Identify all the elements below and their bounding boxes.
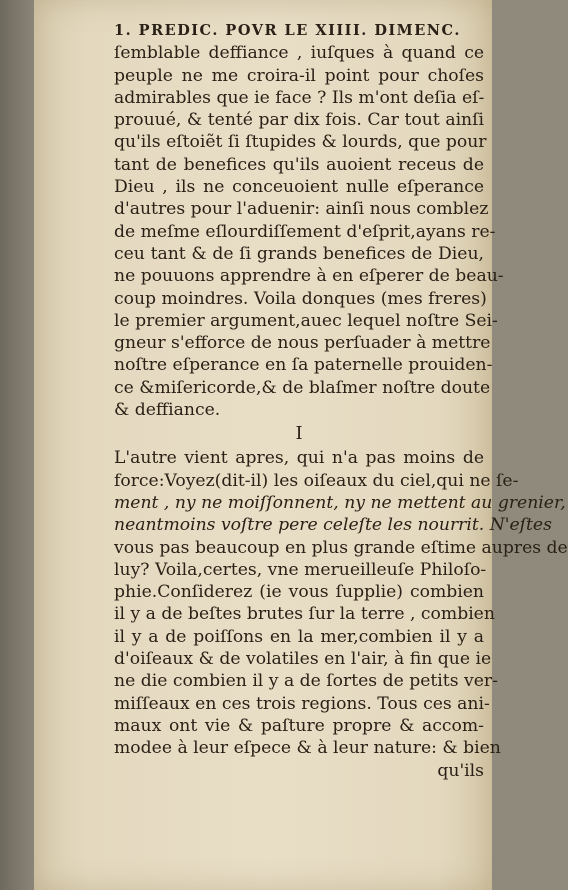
text-line: neantmoins voſtre pere celeſte les nourrit. N'eſtes (114, 515, 552, 536)
running-header (114, 20, 484, 42)
text-line: ne die combien il y a de ſortes de petits ver- (114, 671, 498, 692)
page-text-block (114, 20, 568, 782)
paragraph-2 (114, 447, 568, 759)
text-line: peuple ne me croira-il point pour choſes (114, 65, 484, 86)
running-header-text: 1. PREDIC. POVR LE XIIII. DIMENC. (114, 22, 461, 39)
text-line: phie.Conſiderez (ie vous ſupplie) combien (114, 582, 484, 603)
text-line: il y a de beſtes brutes ſur la terre , combien (114, 604, 495, 625)
text-line: d'autres pour l'aduenir: ainſi nous comblez (114, 199, 489, 220)
text-line: admirables que ie face ? Ils m'ont deſia eſ- (114, 87, 485, 108)
text-line: luy? Voila,certes, vne merueilleuſe Philoſo- (114, 559, 487, 580)
text-line: miſſeaux en ces trois regions. Tous ces ani- (114, 693, 490, 714)
text-line: ce &miſericorde,& de blaſmer noſtre doute (114, 377, 491, 398)
text-line: & deffiance. (114, 400, 221, 421)
text-line: tant de benefices qu'ils auoient receus de (114, 154, 484, 175)
text-line: prouué, & tenté par dix fois. Car tout ainſi (114, 110, 484, 131)
text-line: vous pas beaucoup en plus grande eſtime aupres de (114, 537, 568, 558)
text-line: modee à leur eſpece & à leur nature: & bien (114, 738, 501, 759)
text-line: force:Voyez(dit-il) les oiſeaux du ciel,qui ne ſe- (114, 470, 519, 491)
text-line: coup moindres. Voila donques (mes freres) (114, 288, 487, 309)
text-line: de meſme eſlourdiſſement d'eſprit,ayans re- (114, 221, 496, 242)
text-line: L'autre vient apres, qui n'a pas moins de (114, 448, 484, 469)
text-line: d'oiſeaux & de volatiles en l'air, à fin que ie (114, 649, 492, 670)
text-line: ceu tant & de ſi grands benefices de Dieu, (114, 243, 484, 264)
section-number: I (295, 423, 303, 445)
text-line: le premier argument,auec lequel noſtre Sei- (114, 310, 498, 331)
text-line: ment , ny ne moiſſonnent, ny ne mettent au grenier, (114, 492, 566, 513)
paragraph-1 (114, 42, 504, 421)
text-line: maux ont vie & paſture propre & accom- (114, 715, 484, 736)
text-line: qu'ils eſtoiẽt ſi ſtupides & lourds, que pour (114, 132, 487, 153)
text-line: ne pouuons apprendre à en eſperer de beau- (114, 266, 504, 287)
text-line: gneur s'efforce de nous perſuader à mettre (114, 333, 491, 354)
text-line: noſtre eſperance en ſa paternelle prouiden- (114, 355, 493, 376)
text-line: Dieu , ils ne conceuoient nulle eſperance (114, 177, 484, 198)
text-line: ſemblable deffiance , iuſques à quand ce (114, 43, 484, 64)
catchword: qu'ils (437, 760, 484, 781)
text-line: il y a de poiſſons en la mer,combien il y a (114, 626, 484, 647)
